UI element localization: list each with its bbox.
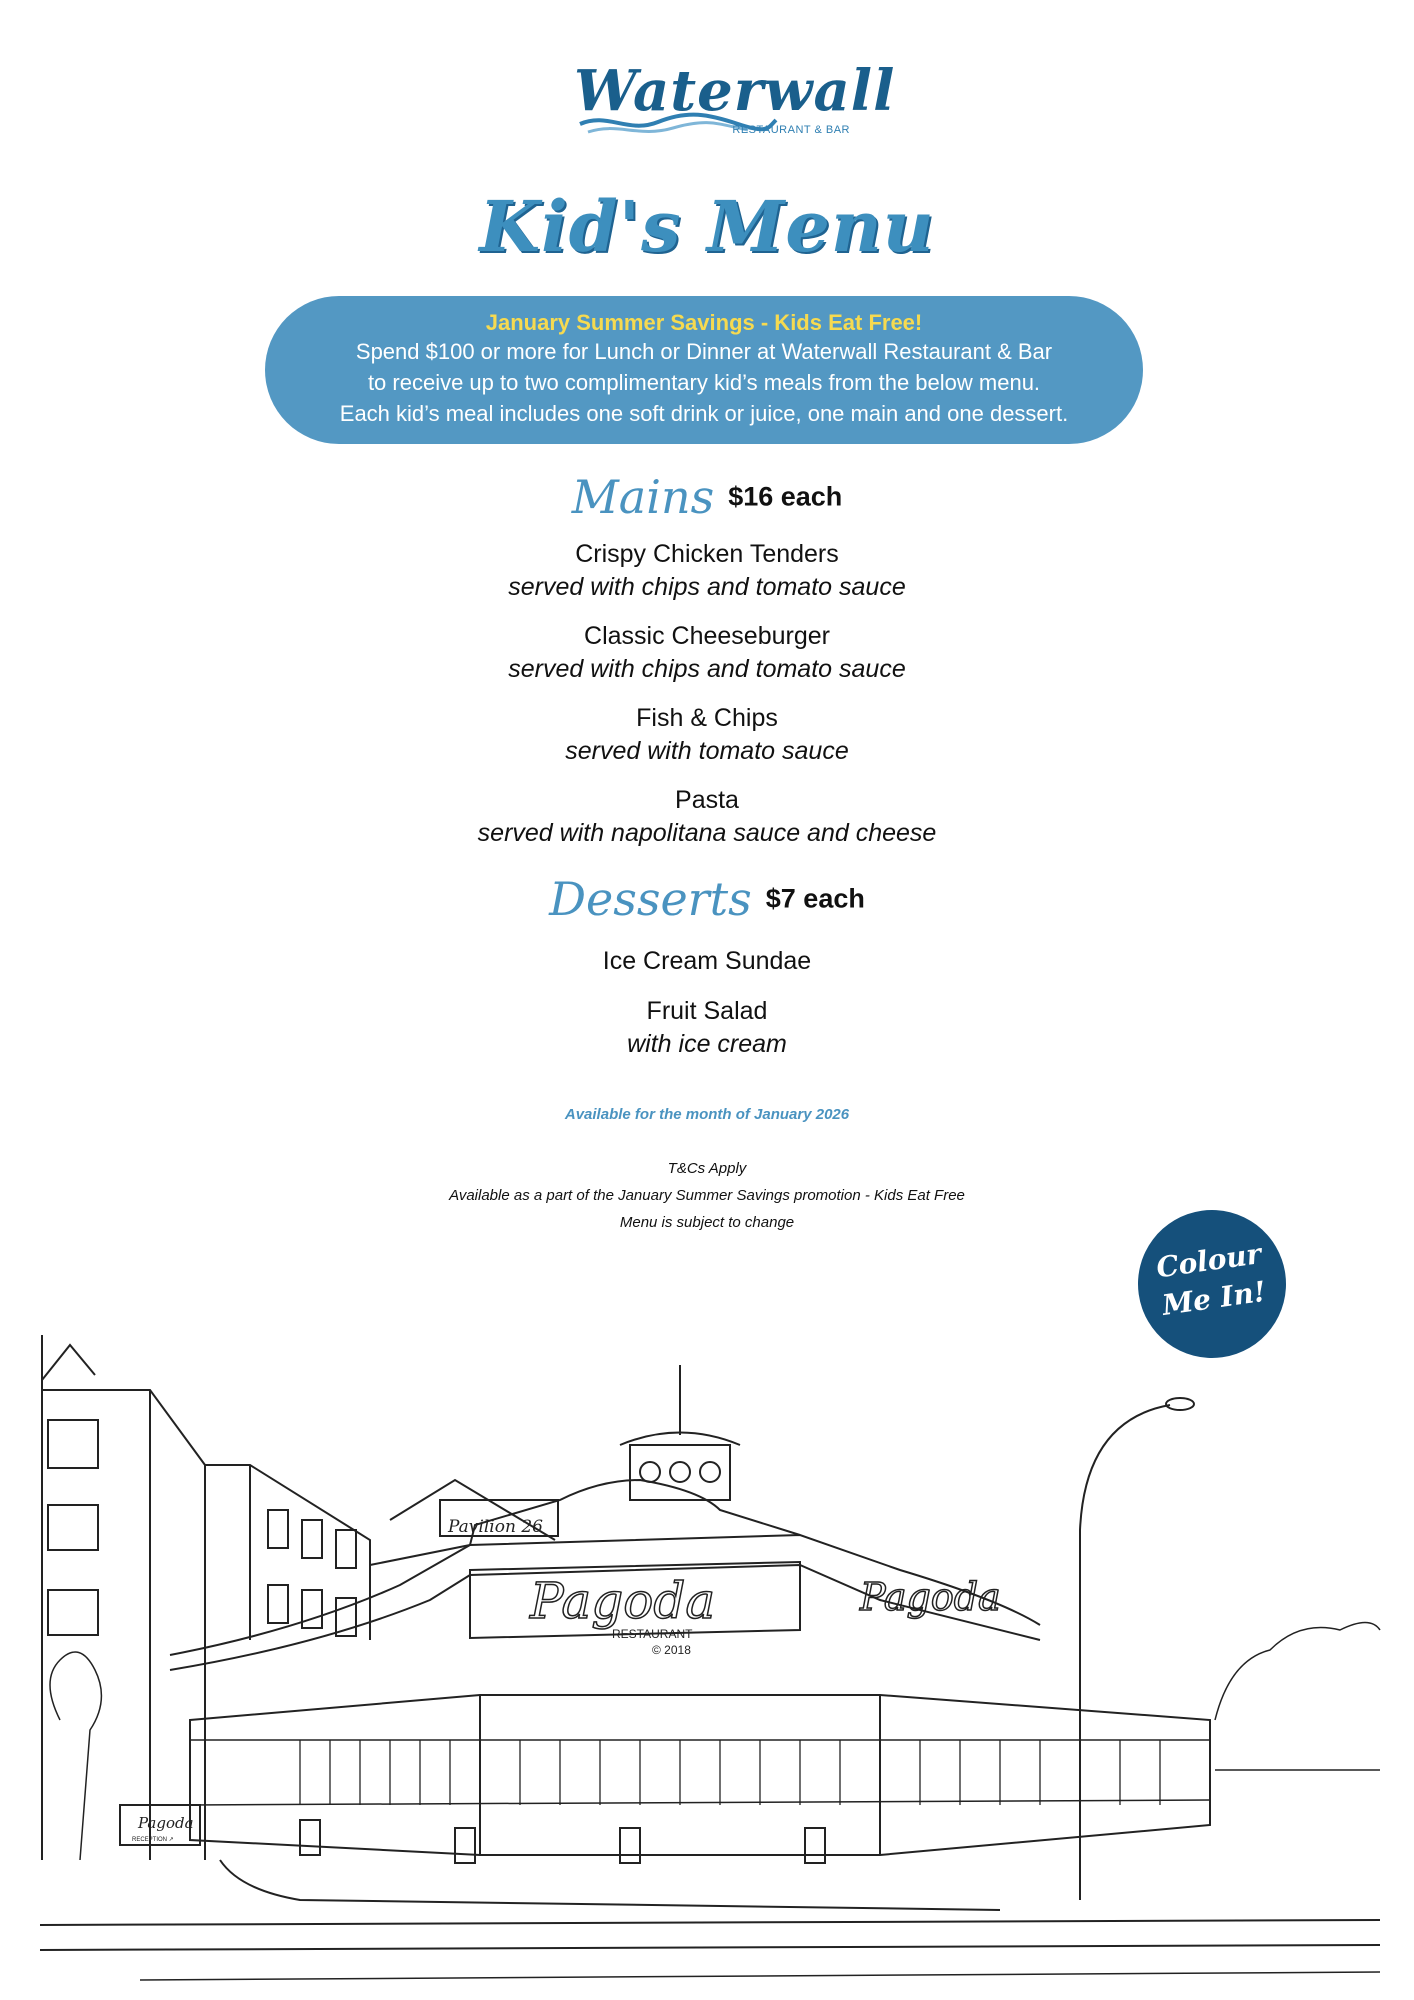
menu-item [0, 784, 1414, 850]
sign-sub: © 2018 [652, 1643, 691, 1657]
fineprint-line: Menu is subject to change [619, 1214, 795, 1231]
menu-item [0, 702, 1414, 768]
menu-item-name: Classic Cheeseburger [584, 622, 830, 650]
menu-item-name: Ice Cream Sundae [602, 947, 812, 975]
promo-line: to receive up to two complimentary kid’s meals from the below menu. [367, 370, 1041, 395]
page-title: Kid's Menu [479, 185, 935, 268]
menu-item-desc: served with chips and tomato sauce [508, 655, 906, 683]
promo-headline: January Summer Savings - Kids Eat Free! [485, 310, 923, 335]
menu-item-desc: served with tomato sauce [565, 737, 849, 765]
sign-sub: RESTAURANT [612, 1627, 693, 1641]
menu-item-name: Fruit Salad [646, 997, 768, 1025]
sign-side: Pagoda [860, 1575, 1001, 1619]
availability-note: Available for the month of January 2026 [564, 1106, 850, 1123]
menu-item-desc: with ice cream [627, 1030, 787, 1058]
building-line-drawing [0, 1300, 1414, 2000]
menu-item-name: Pasta [675, 786, 739, 814]
menu-item-desc: served with napolitana sauce and cheese [477, 819, 937, 847]
menu-item [0, 995, 1414, 1061]
sign-upper: Pavilion 26 [448, 1517, 543, 1537]
menu-item-name: Fish & Chips [636, 704, 778, 732]
menu-item [0, 538, 1414, 604]
mains-heading [0, 470, 1414, 524]
promo-line: Spend $100 or more for Lunch or Dinner at Waterwall Restaurant & Bar [355, 339, 1053, 364]
fineprint-line: Available as a part of the January Summer Savings promotion - Kids Eat Free [449, 1187, 965, 1204]
logo-wordmark: Waterwall [574, 58, 896, 124]
desserts-heading [0, 872, 1414, 926]
mains-title: Mains [571, 470, 715, 524]
badge-line: Me In! [1160, 1274, 1268, 1322]
sign-ground: Pagoda [138, 1814, 194, 1832]
fineprint-line: T&Cs Apply [667, 1160, 747, 1177]
menu-item-desc: served with chips and tomato sauce [508, 573, 906, 601]
mains-price: $16 each [728, 481, 843, 512]
sign-ground-sub: RECEPTION ↗ [132, 1837, 174, 1843]
sign-main: Pagoda [530, 1572, 716, 1630]
promo-line: Each kid’s meal includes one soft drink or juice, one main and one dessert. [339, 401, 1069, 426]
menu-item-name: Crispy Chicken Tenders [575, 540, 839, 568]
desserts-price: $7 each [765, 883, 865, 914]
logo-subtitle: RESTAURANT & BAR [732, 124, 850, 136]
menu-item [0, 620, 1414, 686]
badge-line: Colour [1154, 1237, 1264, 1285]
menu-item [0, 945, 1414, 978]
desserts-title: Desserts [549, 872, 752, 926]
promo-banner [265, 296, 1143, 444]
restaurant-logo [570, 58, 896, 148]
